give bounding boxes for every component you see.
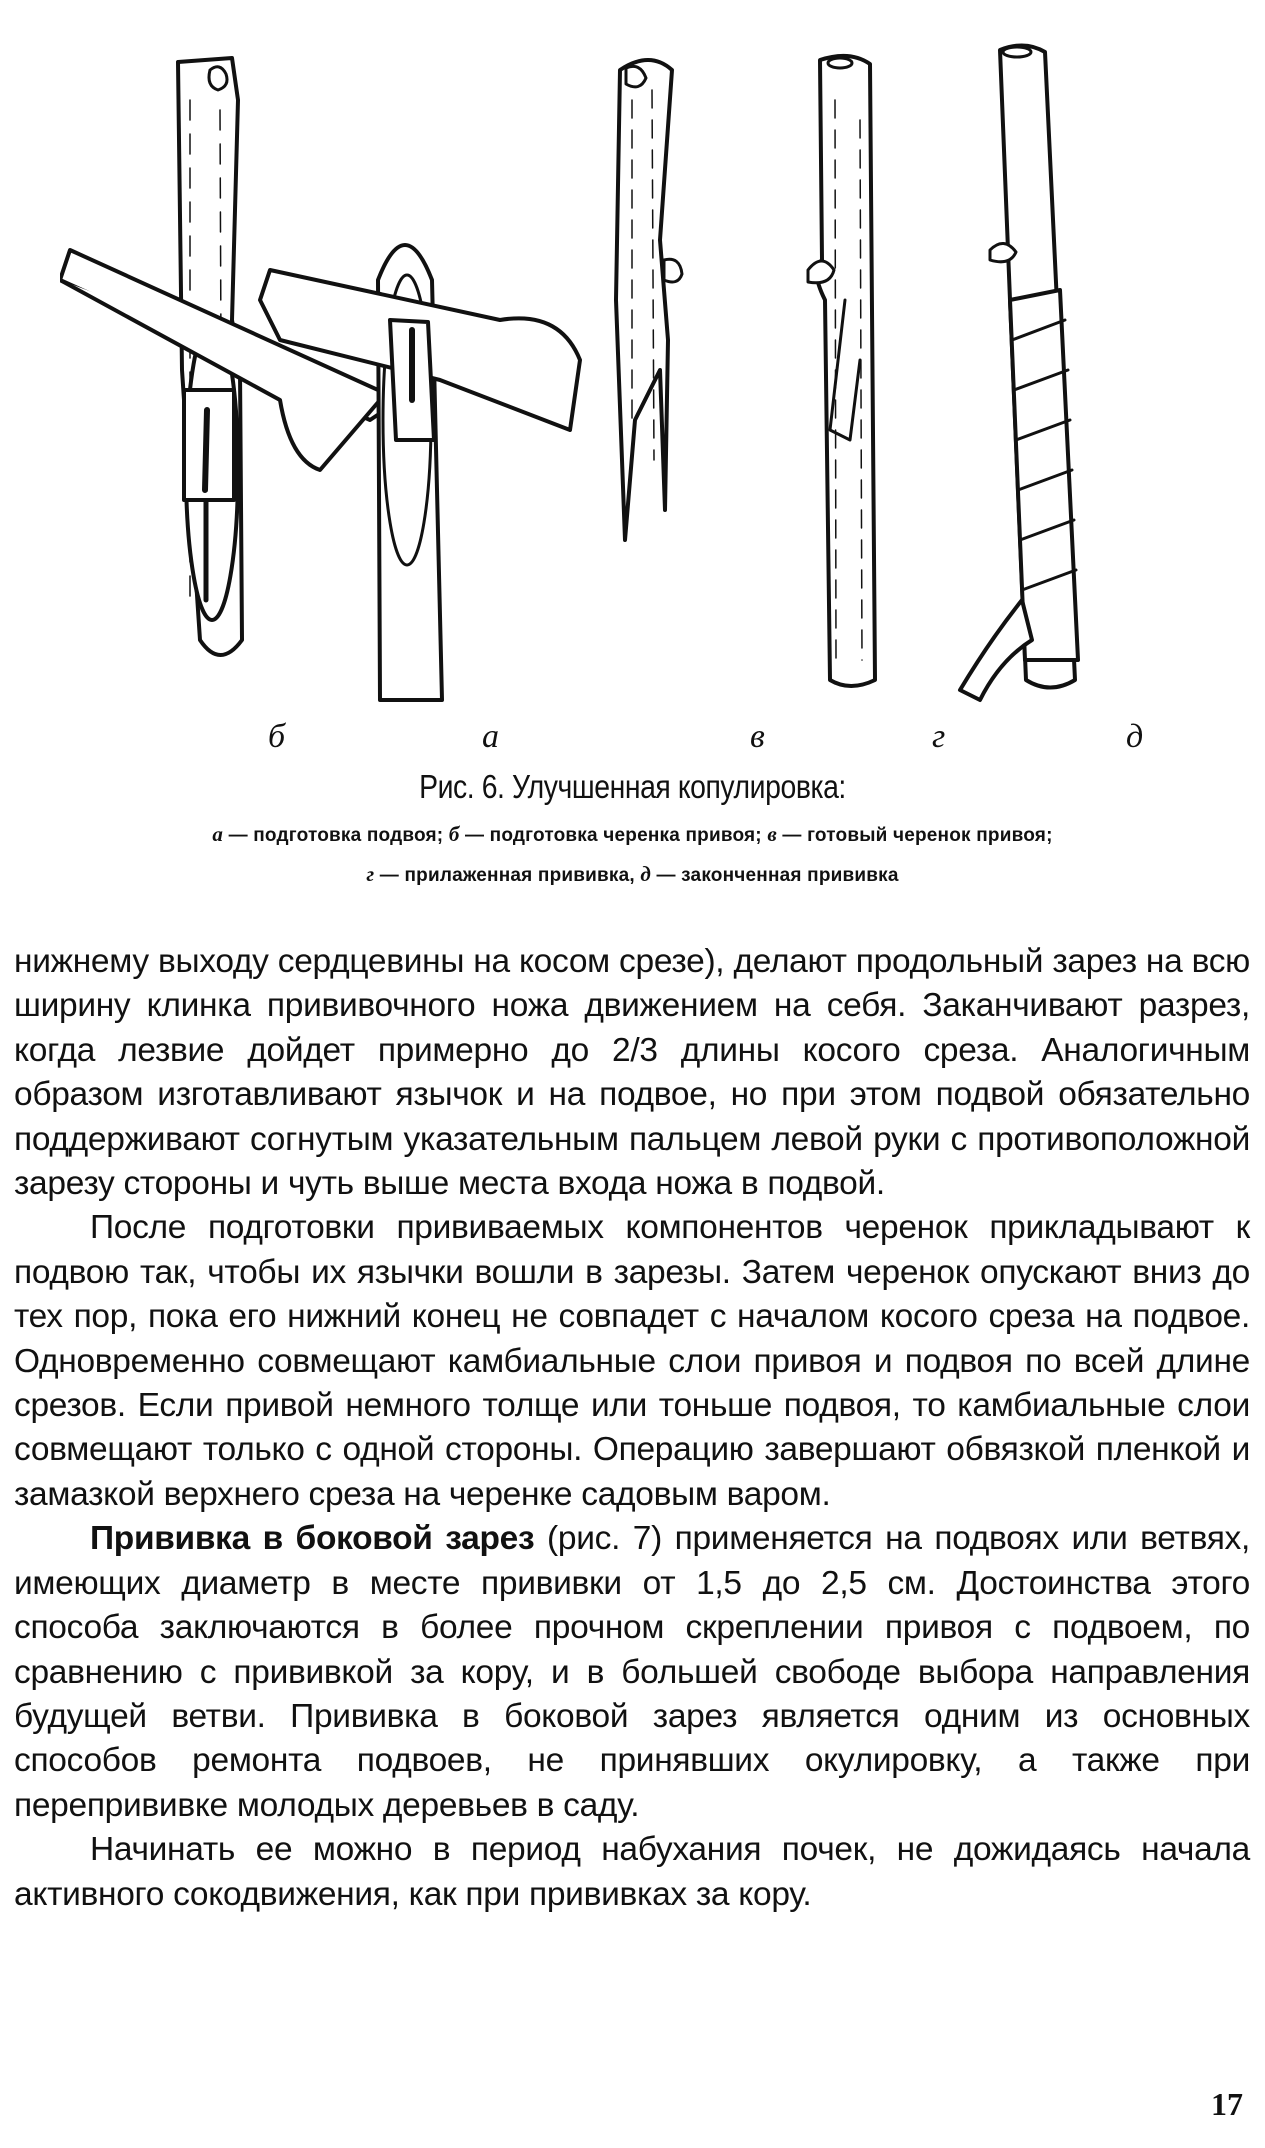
drawing-v-ready-scion: [616, 60, 682, 540]
drawing-d-finished-graft: [960, 45, 1078, 700]
legend-key-v: в: [767, 822, 777, 846]
figure-caption-title: Рис. 6. Улучшенная копулировка:: [419, 768, 846, 805]
legend-key-d: д: [640, 862, 651, 886]
paragraph-1: нижнему выходу сердцевины на косом срезе), делают продольный зарез на всю ширину клинка прививочного ножа движением на себя. Заканчивают разрез, когда лезвие дойдет примерно до 2/3 длины косого среза. Аналогичным образом изготавливают язычок и на подвое, но при этом подвой обязательно поддерживают согнутым указательным пальцем левой руки с противоположной зарезу стороны и чуть выше места входа ножа в подвой.: [14, 943, 1250, 1203]
legend-text-a: — подготовка подвоя;: [228, 825, 444, 846]
legend-text-d: — законченная прививка: [656, 865, 899, 886]
body-text: [14, 940, 1250, 1917]
legend-text-b: — подготовка черенка привоя;: [465, 825, 762, 846]
paragraph-3-text: (рис. 7) применяется на подвоях или ветвях, имеющих диаметр в месте прививки от 1,5 до 2,5 см. Достоинства этого способа заключаются в более прочном скреплении привоя с подвоем, по сравнению с прививкой за кору, и в большей свободе выбора направления будущей ветви. Прививка в боковой зарез является одним из основных способов ремонта подвоев, не принявших окулировку, а также при перепрививке молодых деревьев в саду.: [14, 1520, 1250, 1824]
figure-legend-line-1: [0, 822, 1265, 847]
section-heading-side-cleft-graft: Прививка в боковой зарез: [90, 1520, 535, 1558]
figure-label-v: в: [750, 718, 765, 755]
drawing-a-rootstock-preparation: [260, 245, 580, 700]
drawing-g-joined-graft: [808, 56, 875, 686]
figure-label-d: д: [1126, 718, 1144, 755]
legend-text-v: — готовый черенок привоя;: [782, 825, 1053, 846]
figure-label-b: б: [268, 718, 286, 755]
figure-legend-line-2: [0, 862, 1265, 887]
legend-key-a: а: [212, 822, 224, 846]
paragraph-4: Начинать ее можно в период набухания почек, не дожидаясь начала активного сокодвижения, как при прививках за кору.: [14, 1831, 1250, 1913]
figure-label-a: а: [482, 718, 499, 755]
page-number: 17: [1211, 2086, 1243, 2122]
legend-text-g: — прилаженная прививка,: [379, 865, 635, 886]
paragraph-3: [14, 1517, 1250, 1828]
figure-6-illustration: [60, 40, 1260, 730]
legend-key-b: б: [448, 822, 460, 846]
paragraph-2: После подготовки прививаемых компонентов черенок прикладывают к подвою так, чтобы их язычки вошли в зарезы. Затем черенок опускают вниз до тех пор, пока его нижний конец не совпадет с началом косого среза на подвое. Одновременно совмещают камбиальные слои привоя и подвоя по всей длине срезов. Если привой немного толще или тоньше подвоя, то камбиальные слои совмещают только с одной стороны. Операцию завершают обвязкой пленкой и замазкой верхнего среза на черенке садовым варом.: [14, 1209, 1250, 1513]
figure-label-g: г: [932, 718, 946, 755]
legend-key-g: г: [366, 862, 375, 886]
